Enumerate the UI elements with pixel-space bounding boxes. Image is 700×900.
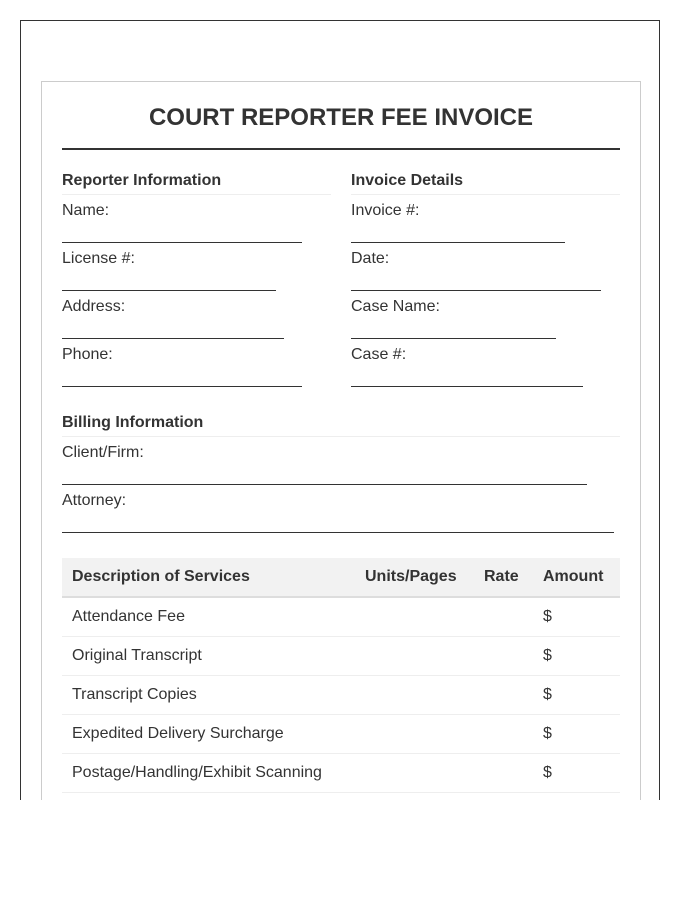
service-rate-cell[interactable] bbox=[474, 597, 533, 637]
reporter-license-field[interactable] bbox=[62, 290, 276, 291]
invoice-section-heading: Invoice Details bbox=[351, 172, 620, 195]
table-row bbox=[62, 676, 620, 715]
case-name-label: Case Name: bbox=[351, 298, 440, 315]
table-row bbox=[62, 597, 620, 637]
service-description: Postage/Handling/Exhibit Scanning bbox=[62, 754, 355, 793]
service-units-cell[interactable] bbox=[355, 715, 474, 754]
client-firm-field[interactable] bbox=[62, 484, 587, 485]
invoice-title: COURT REPORTER FEE INVOICE bbox=[148, 104, 534, 131]
attorney-label: Attorney: bbox=[62, 492, 127, 509]
service-rate-cell[interactable] bbox=[474, 754, 533, 793]
service-rate-cell[interactable] bbox=[474, 637, 533, 676]
table-row bbox=[62, 637, 620, 676]
reporter-address-label: Address: bbox=[62, 298, 126, 315]
table-row bbox=[62, 754, 620, 793]
reporter-name-label: Name: bbox=[62, 202, 110, 219]
column-header-rate: Rate bbox=[474, 558, 533, 597]
service-units-cell[interactable] bbox=[355, 754, 474, 793]
invoice-date-label: Date: bbox=[351, 250, 390, 267]
service-amount-cell[interactable]: $ bbox=[533, 676, 620, 715]
case-number-label: Case #: bbox=[351, 346, 407, 363]
case-number-field[interactable] bbox=[351, 386, 583, 387]
service-rate-cell[interactable] bbox=[474, 676, 533, 715]
table-row bbox=[62, 715, 620, 754]
reporter-phone-field[interactable] bbox=[62, 386, 302, 387]
column-header-amount: Amount bbox=[533, 558, 620, 597]
invoice-date-field[interactable] bbox=[351, 290, 601, 291]
invoice-number-label: Invoice #: bbox=[351, 202, 420, 219]
service-amount-cell[interactable]: $ bbox=[533, 637, 620, 676]
attorney-field[interactable] bbox=[62, 532, 614, 533]
reporter-phone-label: Phone: bbox=[62, 346, 113, 363]
service-description: Expedited Delivery Surcharge bbox=[62, 715, 355, 754]
client-firm-label: Client/Firm: bbox=[62, 444, 144, 461]
reporter-license-label: License #: bbox=[62, 250, 135, 267]
service-description: Original Transcript bbox=[62, 637, 355, 676]
service-units-cell[interactable] bbox=[355, 676, 474, 715]
service-rate-cell[interactable] bbox=[474, 715, 533, 754]
service-amount-cell[interactable]: $ bbox=[533, 597, 620, 637]
column-header-units: Units/Pages bbox=[355, 558, 474, 597]
reporter-name-field[interactable] bbox=[62, 242, 302, 243]
case-name-field[interactable] bbox=[351, 338, 556, 339]
column-header-description: Description of Services bbox=[62, 558, 355, 597]
reporter-section-heading: Reporter Information bbox=[62, 172, 331, 195]
service-units-cell[interactable] bbox=[355, 597, 474, 637]
invoice-number-field[interactable] bbox=[351, 242, 565, 243]
billing-section-heading: Billing Information bbox=[62, 414, 620, 437]
services-table bbox=[62, 558, 620, 793]
service-description: Transcript Copies bbox=[62, 676, 355, 715]
service-units-cell[interactable] bbox=[355, 637, 474, 676]
reporter-address-field[interactable] bbox=[62, 338, 284, 339]
service-amount-cell[interactable]: $ bbox=[533, 754, 620, 793]
service-amount-cell[interactable]: $ bbox=[533, 715, 620, 754]
service-description: Attendance Fee bbox=[62, 597, 355, 637]
title-divider bbox=[62, 148, 620, 150]
services-header-row bbox=[62, 558, 620, 597]
